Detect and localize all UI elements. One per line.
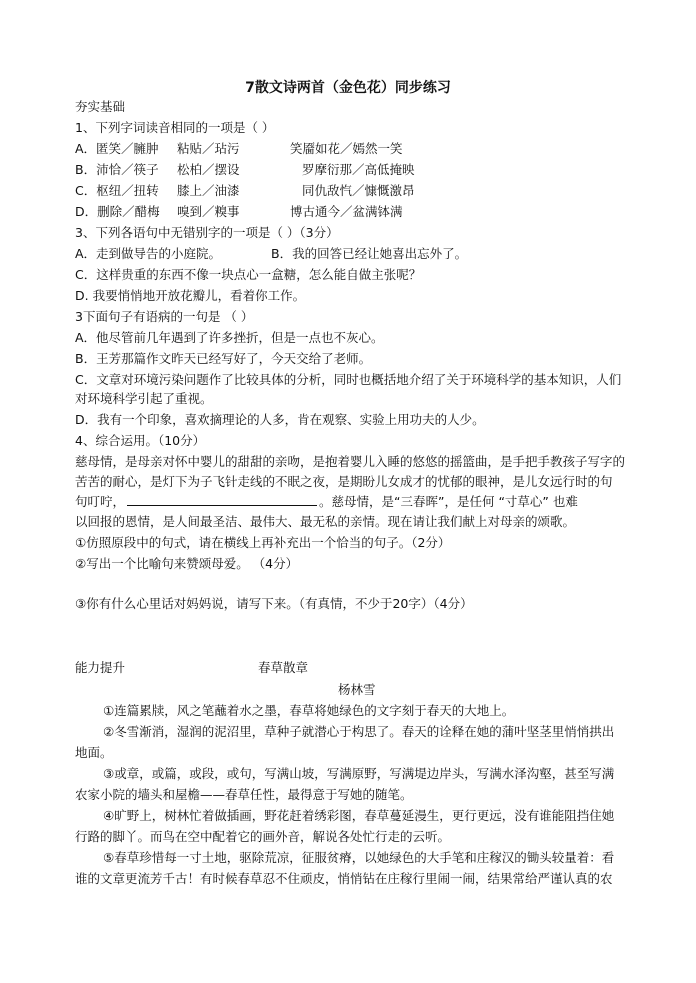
q1-d-part2: 嗅到／糗事 [177,204,240,219]
q4-passage-line1: 慈母情，是母亲对怀中婴儿的甜甜的亲吻，是抱着婴儿入睡的悠悠的摇篮曲，是手把手教孩子写字的 [75,454,626,469]
q3b-option-c-line2: 对环境科学引起了重视。 [75,391,213,406]
q3a-options-ab [75,245,635,263]
q1-c-part1: C．枢纽／扭转 [75,183,159,198]
q3a-option-c: C．这样贵重的东西不像一块点心一盒糖，怎么能自做主张呢？ [75,267,422,282]
essay-title: 春草散章 [258,660,309,675]
q4-passage-line3 [75,493,635,511]
section-heading-improve: 能力提升 [75,660,126,675]
q4-passage-line3-start: 句叮咛， [75,494,126,509]
q3b-option-c-line1: C．文章对环境污染问题作了比较具体的分析，同时也概括地介绍了关于环境科学的基本知识，人们 [75,372,622,387]
q4-subquestion-3: ③你有什么心里话对妈妈说，请写下来。（有真情，不少于20字）（4分） [75,596,473,611]
q4-answer-blank[interactable] [127,493,317,506]
q1-d-part3: 博古通今／盆满钵满 [290,204,403,219]
essay-paragraph-5-line2: 谁的文章更流芳千古！有时候春草忍不住顽皮，悄悄钻在庄稼行里闹一闹，结果常给严谨认真的农 [75,871,613,886]
q4-subquestion-2: ②写出一个比喻句来赞颂母爱。 （4分） [75,556,299,571]
essay-paragraph-5-line1: ⑤春草珍惜每一寸土地，驱除荒凉，征服贫瘠，以她绿色的大手笔和庄稼汉的锄头较量着：看 [103,850,615,865]
q1-option-d [75,203,635,221]
essay-paragraph-4-line1: ④旷野上，树林忙着做插画，野花赶着绣彩图，春草蔓延漫生，更行更远，没有谁能阻挡住她 [103,808,615,823]
section-heading-basic: 夯实基础 [75,99,126,114]
q3b-option-a: A．他尽管前几年遇到了许多挫折，但是一点也不灰心。 [75,330,384,345]
q4-passage-line4: 以回报的恩情，是人间最圣洁、最伟大、最无私的亲情。现在请让我们献上对母亲的颂歌。 [75,514,576,529]
q1-d-part1: D．删除／醋梅 [75,204,160,219]
q4-subquestion-1: ①仿照原段中的句式，请在横线上再补充出一个恰当的句子。（2分） [75,535,451,550]
q1-stem: 1、下列字词读音相同的一项是（ ） [75,120,275,135]
essay-paragraph-4-line2: 行路的脚丫。而鸟在空中配着它的画外音，解说各处忙行走的云听。 [75,829,451,844]
essay-author: 杨林雪 [338,682,376,697]
q3a-option-b: B．我的回答已经让她喜出忘外了。 [271,246,468,261]
essay-paragraph-3-line2: 农家小院的墙头和屋檐——春草任性，最得意于写她的随笔。 [75,787,413,802]
q3a-option-a: A．走到做导告的小庭院。 [75,246,222,261]
essay-paragraph-2-line1: ②冬雪渐消，湿润的泥沼里，草种子就潜心于构思了。春天的诠释在她的蒲叶坚茎里悄悄拱出 [103,724,615,739]
essay-paragraph-3-line1: ③或章，或篇，或段，或句，写满山坡，写满原野，写满堤边岸头，写满水泽沟壑，甚至写满 [103,766,615,781]
essay-paragraph-2-line2: 地面。 [75,745,113,760]
q1-option-a [75,140,635,158]
q3b-option-d: D．我有一个印象，喜欢摘理论的人多，肯在观察、实验上用功夫的人少。 [75,412,485,427]
q1-a-part2: 粘贴／玷污 [177,141,240,156]
q4-passage-line2: 苦苦的耐心，是灯下为子飞针走线的不眠之夜，是期盼儿女成才的忧郁的眼神，是儿女远行时的句 [75,474,613,489]
q1-c-part2: 膝上／油漆 [177,183,240,198]
q1-a-part3: 笑靥如花／嫣然一笑 [290,141,403,156]
q3a-option-d: D. 我要悄悄地开放花瓣儿，看着你工作。 [75,288,306,303]
q1-b-part1: B．沛恰／筷子 [75,162,159,177]
q3a-stem: 3、下列各语句中无错别字的一项是（ ）（3分） [75,225,339,240]
q1-b-part3: 罗摩衍那／高低掩映 [302,162,415,177]
q1-option-c [75,182,635,200]
q4-stem: 4、综合运用。（10分） [75,433,206,448]
q1-b-part2: 松柏／摆设 [177,162,240,177]
page-title: 7散文诗两首（金色花）同步练习 [245,80,451,96]
q1-option-b [75,161,635,179]
essay-paragraph-1: ①连篇累牍，风之笔蘸着水之墨，春草将她绿色的文字刻于春天的大地上。 [103,703,515,718]
q1-a-part1: A．匿笑／臃肿 [75,141,159,156]
q1-c-part3: 同仇敌忾／慷慨激昂 [302,183,415,198]
q3b-stem: 3下面句子有语病的一句是 （ ） [75,309,254,324]
q3b-option-b: B．王芳那篇作文昨天已经写好了，今天交给了老师。 [75,351,372,366]
q4-passage-line3-end: 。慈母情，是“三春晖”，是任何 “寸草心” 也难 [319,494,578,509]
